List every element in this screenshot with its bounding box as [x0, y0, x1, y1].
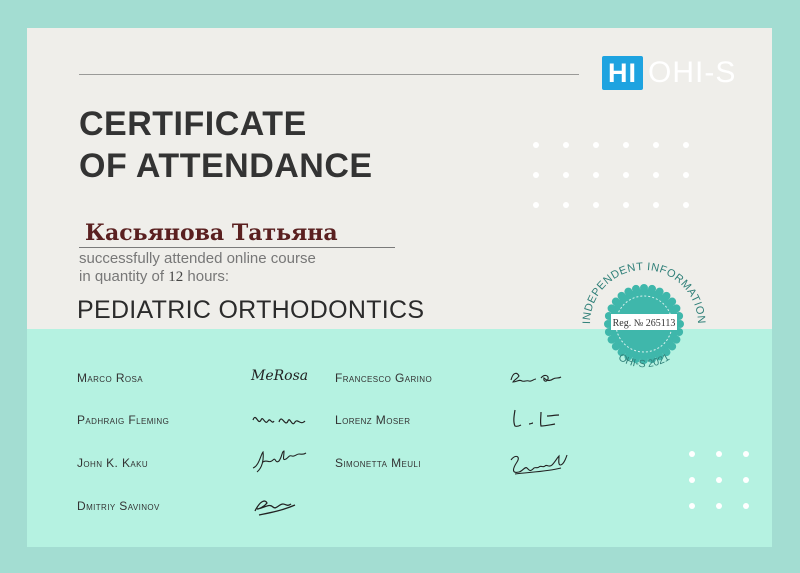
seal-rosette-tooth — [672, 304, 680, 312]
course-name: PEDIATRIC ORTHODONTICS — [77, 296, 425, 324]
hours-prefix: in quantity of — [79, 268, 165, 285]
seal-rosette-tooth — [668, 298, 676, 306]
registration-seal — [572, 252, 716, 396]
top-divider — [79, 74, 579, 75]
seal-bottom-text: OHI-S 2021 — [616, 351, 672, 371]
recipient-name: Касьянова Татьяна — [85, 220, 338, 246]
seal-arc-text: INDEPENDENT INFORMATION — [580, 260, 708, 325]
recipient-underline — [79, 247, 395, 248]
signature-image — [507, 406, 567, 434]
signature-image — [249, 362, 309, 388]
signature-image — [251, 493, 301, 519]
signatory-name: John K. Kaku — [77, 456, 149, 470]
seal-rosette-tooth — [656, 288, 664, 296]
seal-rosette-tooth — [618, 292, 626, 300]
signatory-name: Lorenz Moser — [335, 413, 411, 427]
seal-rosette-tooth — [608, 336, 616, 344]
svg-text:MeRosa: MeRosa — [251, 368, 309, 384]
signatory-name: Padhraig Fleming — [77, 413, 170, 427]
decorative-dot-grid-bottom — [689, 451, 770, 509]
seal-rosette-tooth — [676, 320, 684, 328]
signature-image — [507, 364, 567, 390]
title-line-2: OF ATTENDANCE — [79, 147, 373, 185]
seal-rosette-tooth — [608, 304, 616, 312]
attendance-hours-line — [79, 268, 229, 286]
seal-rosette-tooth — [612, 342, 620, 350]
title-line-1: CERTIFICATE — [79, 105, 307, 143]
logo-badge: HI — [602, 56, 643, 90]
logo-text: OHI-S — [648, 56, 737, 89]
seal-rosette-tooth — [612, 298, 620, 306]
signatory-name: Simonetta Meuli — [335, 456, 421, 470]
signature-image — [505, 448, 575, 480]
signatory-name: Marco Rosa — [77, 371, 144, 385]
seal-rosette-tooth — [672, 336, 680, 344]
signature-image — [249, 406, 319, 432]
seal-rosette-tooth — [662, 292, 670, 300]
seal-rosette-tooth — [604, 320, 612, 328]
certificate-card — [27, 28, 772, 547]
hours-suffix: hours: — [187, 268, 230, 285]
signatory-name: Dmitriy Savinov — [77, 499, 160, 513]
seal-rosette-tooth — [640, 284, 648, 292]
seal-rosette-tooth — [668, 342, 676, 350]
signature-image — [249, 446, 319, 476]
hours-value: 12 — [168, 269, 184, 285]
certificate-title — [79, 103, 373, 187]
attendance-text: successfully attended online course — [79, 250, 316, 267]
seal-reg-number: Reg. № 265113 — [612, 318, 676, 329]
seal-rosette-tooth — [632, 285, 640, 293]
signatory-name: Francesco Garino — [335, 371, 433, 385]
ohis-logo — [602, 56, 736, 90]
decorative-dot-grid-top — [533, 142, 713, 208]
seal-rosette-tooth — [624, 288, 632, 296]
seal-rosette-tooth — [648, 285, 656, 293]
